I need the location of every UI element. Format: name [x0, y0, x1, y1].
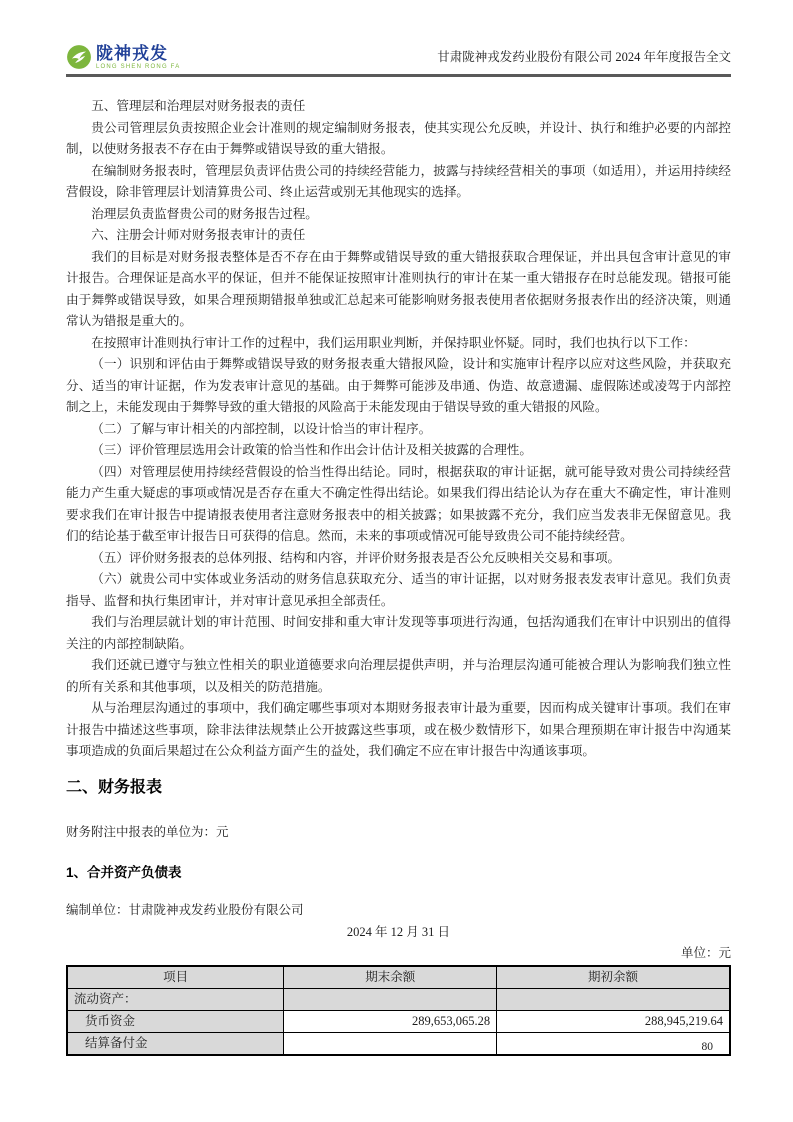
cell-ending-balance	[284, 1032, 497, 1055]
page-header	[66, 0, 731, 70]
report-paragraph: 五、管理层和治理层对财务报表的责任	[91, 99, 306, 113]
table-row	[67, 1032, 730, 1055]
report-paragraph: （二）了解与审计相关的内部控制，以设计恰当的审计程序。	[91, 421, 432, 436]
report-paragraph: 六、注册会计师对财务报表审计的责任	[91, 228, 306, 242]
cell-item-name: 流动资产：	[67, 988, 284, 1010]
subsection-heading-balance-sheet: 1、合并资产负债表	[66, 864, 182, 880]
company-logo	[66, 44, 180, 70]
report-paragraph: （一）识别和评估由于舞弊或错误导致的财务报表重大错报风险，设计和实施审计程序以应对这些风险，并获取充分、适当的审计证据，作为发表审计意见的基础。由于舞弊可能涉及串通、伪造、故意遗漏、虚假陈述或凌驾于内部控制之上，未能发现由于舞弊导致的重大错报的风险高于未能发现由于错误导致的重大错报的风险。	[66, 357, 731, 414]
report-paragraph: 从与治理层沟通过的事项中，我们确定哪些事项对本期财务报表审计最为重要，因而构成关键审计事项。我们在审计报告中描述这些事项，除非法律法规禁止公开披露这些事项，或在极少数情形下，如果合理预期在审计报告中沟通某事项造成的负面后果超过在公众利益方面产生的益处，我们确定不应在审计报告中沟通该事项。	[66, 701, 731, 758]
cell-item-name: 货币资金	[67, 1010, 284, 1032]
page-number: 80	[701, 1041, 713, 1053]
audit-report-text	[66, 96, 731, 763]
table-header-row	[67, 966, 730, 989]
report-paragraph: （三）评价管理层选用会计政策的恰当性和作出会计估计及相关披露的合理性。	[91, 443, 532, 457]
logo-text	[96, 45, 180, 70]
report-paragraph: 我们与治理层就计划的审计范围、时间安排和重大审计发现等事项进行沟通，包括沟通我们在审计中识别出的值得关注的内部控制缺陷。	[66, 615, 731, 651]
cell-ending-balance	[284, 988, 497, 1010]
report-paragraph: 我们还就已遵守与独立性相关的职业道德要求向治理层提供声明，并与治理层沟通可能被合理认为影响我们独立性的所有关系和其他事项，以及相关的防范措施。	[66, 658, 731, 694]
cell-item-name: 结算备付金	[67, 1032, 284, 1055]
table-row	[67, 1010, 730, 1032]
logo-icon	[66, 44, 92, 70]
report-paragraph: （五）评价财务报表的总体列报、结构和内容，并评价财务报表是否公允反映相关交易和事项。	[91, 550, 621, 565]
logo-text-en: LONG SHEN RONG FA	[96, 63, 181, 70]
unit-label: 单位：元	[680, 945, 731, 960]
table-header-ending-balance: 期末余额	[284, 966, 497, 989]
unit-note: 财务附注中报表的单位为：元	[66, 824, 229, 839]
report-paragraph: 在编制财务报表时，管理层负责评估贵公司的持续经营能力，披露与持续经营相关的事项（如适用），并运用持续经营假设，除非管理层计划清算贵公司、终止运营或别无其他现实的选择。	[66, 163, 731, 199]
report-paragraph: 我们的目标是对财务报表整体是否不存在由于舞弊或错误导致的重大错报获取合理保证，并出具包含审计意见的审计报告。合理保证是高水平的保证，但并不能保证按照审计准则执行的审计在某一重大错报存在时总能发现。错报可能由于舞弊或错误导致，如果合理预期错报单独或汇总起来可能影响财务报表使用者依据财务报表作出的经济决策，则通常认为错报是重大的。	[66, 249, 731, 328]
report-paragraph: 治理层负责监督贵公司的财务报告过程。	[91, 206, 318, 221]
report-title: 甘肃陇神戎发药业股份有限公司 2024 年年度报告全文	[437, 50, 731, 64]
report-paragraph: （六）就贵公司中实体或业务活动的财务信息获取充分、适当的审计证据，以对财务报表发表审计意见。我们负责指导、监督和执行集团审计，并对审计意见承担全部责任。	[66, 572, 731, 608]
report-paragraph: 在按照审计准则执行审计工作的过程中，我们运用职业判断，并保持职业怀疑。同时，我们也执行以下工作：	[91, 335, 696, 350]
table-row	[67, 988, 730, 1010]
balance-sheet-table	[66, 965, 731, 1056]
cell-beginning-balance: 288,945,219.64	[497, 1010, 730, 1032]
cell-beginning-balance	[497, 1032, 730, 1055]
report-paragraph: 贵公司管理层负责按照企业会计准则的规定编制财务报表，使其实现公允反映，并设计、执行和维护必要的内部控制，以使财务报表不存在由于舞弊或错误导致的重大错报。	[66, 120, 731, 156]
header-divider	[66, 74, 731, 77]
table-header-beginning-balance: 期初余额	[497, 966, 730, 989]
statement-date: 2024 年 12 月 31 日	[346, 924, 451, 939]
section-heading-financial-statements: 二、财务报表	[66, 778, 163, 796]
table-header-item: 项目	[67, 966, 284, 989]
cell-beginning-balance	[497, 988, 730, 1010]
prepared-by: 编制单位：甘肃陇神戎发药业股份有限公司	[66, 902, 304, 917]
cell-ending-balance: 289,653,065.28	[284, 1010, 497, 1032]
logo-text-cn: 陇神戎发	[96, 43, 168, 63]
report-paragraph: （四）对管理层使用持续经营假设的恰当性得出结论。同时，根据获取的审计证据，就可能导致对贵公司持续经营能力产生重大疑虑的事项或情况是否存在重大不确定性得出结论。如果我们得出结论认为存在重大不确定性，审计准则要求我们在审计报告中提请报表使用者注意财务报表中的相关披露；如果披露不充分，我们应当发表非无保留意见。我们的结论基于截至审计报告日可获得的信息。然而，未来的事项或情况可能导致贵公司不能持续经营。	[66, 464, 731, 543]
